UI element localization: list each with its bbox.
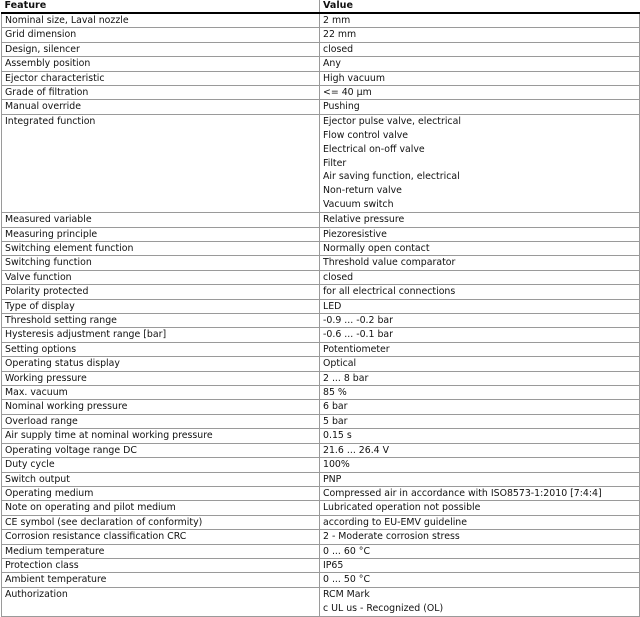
value-cell (320, 544, 640, 558)
value-cell (320, 371, 640, 385)
feature-cell: Operating voltage range DC (2, 443, 320, 457)
feature-cell: Grade of filtration (2, 86, 320, 100)
value-cell (320, 587, 640, 616)
value-line: Threshold value comparator (323, 257, 456, 269)
value-cell (320, 256, 640, 270)
value-cell (320, 100, 640, 114)
table-row (2, 486, 640, 500)
value-line: High vacuum (323, 72, 385, 84)
value-line: RCM Mark (323, 588, 370, 600)
value-line: 100% (323, 459, 350, 471)
value-cell (320, 42, 640, 56)
value-line: Normally open contact (323, 243, 430, 254)
value-line: Potentiometer (323, 343, 390, 355)
value-line: IP65 (323, 559, 344, 571)
value-line: closed (323, 271, 354, 283)
feature-cell: Duty cycle (2, 458, 320, 472)
value-line: Flow control valve (323, 129, 409, 141)
value-line: Lubricated operation not possible (323, 502, 481, 514)
value-cell (320, 458, 640, 472)
value-cell (320, 342, 640, 356)
table-row (2, 328, 640, 342)
table-row (2, 573, 640, 587)
value-cell (320, 227, 640, 241)
table-row (2, 558, 640, 572)
table-row (2, 472, 640, 486)
value-cell (320, 86, 640, 100)
table-row (2, 13, 640, 28)
feature-cell: Manual override (2, 100, 320, 114)
feature-cell: Grid dimension (2, 28, 320, 42)
table-row (2, 270, 640, 284)
table-row (2, 544, 640, 558)
feature-cell: Authorization (2, 587, 320, 616)
value-line: Electrical on-off valve (323, 143, 425, 155)
feature-cell: Type of display (2, 299, 320, 313)
value-cell (320, 501, 640, 515)
value-cell (320, 429, 640, 443)
feature-cell: CE symbol (see declaration of conformity) (2, 515, 320, 529)
feature-cell: Assembly position (2, 57, 320, 71)
value-line: Pushing (323, 101, 360, 113)
table-row (2, 256, 640, 270)
table-row (2, 57, 640, 71)
value-cell (320, 242, 640, 256)
value-cell (320, 270, 640, 284)
value-cell (320, 357, 640, 371)
feature-cell: Max. vacuum (2, 386, 320, 400)
value-line: 6 bar (323, 401, 348, 413)
feature-cell: Hysteresis adjustment range [bar] (2, 328, 320, 342)
feature-cell: Air supply time at nominal working pressure (2, 429, 320, 443)
table-row (2, 114, 640, 212)
table-row (2, 242, 640, 256)
table-row (2, 501, 640, 515)
value-line: 22 mm (323, 29, 357, 41)
feature-cell: Medium temperature (2, 544, 320, 558)
table-row (2, 314, 640, 328)
feature-cell: Switching function (2, 256, 320, 270)
table-row (2, 400, 640, 414)
table-row (2, 587, 640, 616)
feature-cell: Threshold setting range (2, 314, 320, 328)
value-line: 21.6 ... 26.4 V (323, 444, 390, 456)
value-cell (320, 314, 640, 328)
table-body (2, 13, 640, 616)
feature-cell: Operating status display (2, 357, 320, 371)
table-row (2, 357, 640, 371)
value-cell (320, 530, 640, 544)
value-line: Non-return valve (323, 185, 402, 197)
feature-cell: Nominal working pressure (2, 400, 320, 414)
feature-cell: Protection class (2, 558, 320, 572)
table-row (2, 100, 640, 114)
value-line: LED (323, 300, 342, 312)
table-row (2, 28, 640, 42)
feature-cell: Working pressure (2, 371, 320, 385)
value-line: Filter (323, 157, 347, 169)
value-cell (320, 558, 640, 572)
value-cell (320, 28, 640, 42)
value-cell (320, 573, 640, 587)
value-cell (320, 299, 640, 313)
value-line: Any (323, 58, 341, 70)
value-line: 2 mm (323, 15, 351, 26)
value-line: Ejector pulse valve, electrical (323, 115, 461, 127)
value-line: c UL us - Recognized (OL) (323, 602, 444, 614)
value-cell (320, 386, 640, 400)
value-line: Optical (323, 358, 357, 370)
value-cell (320, 515, 640, 529)
feature-cell: Corrosion resistance classification CRC (2, 530, 320, 544)
feature-cell: Operating medium (2, 486, 320, 500)
feature-cell: Polarity protected (2, 285, 320, 299)
value-line: Vacuum switch (323, 199, 394, 211)
feature-cell: Measured variable (2, 213, 320, 227)
table-row (2, 458, 640, 472)
feature-cell: Switch output (2, 472, 320, 486)
table-header-row (2, 0, 640, 13)
value-cell (320, 400, 640, 414)
feature-cell: Measuring principle (2, 227, 320, 241)
feature-cell: Ambient temperature (2, 573, 320, 587)
value-line: <= 40 µm (323, 87, 372, 99)
value-line: -0.9 ... -0.2 bar (323, 315, 394, 327)
value-cell (320, 13, 640, 28)
table-row (2, 414, 640, 428)
table-row (2, 227, 640, 241)
feature-cell: Integrated function (2, 114, 320, 212)
value-line: -0.6 ... -0.1 bar (323, 329, 394, 341)
feature-cell: Switching element function (2, 242, 320, 256)
table-row (2, 515, 640, 529)
value-line: 0.15 s (323, 430, 352, 442)
feature-cell: Ejector characteristic (2, 71, 320, 85)
feature-cell: Overload range (2, 414, 320, 428)
feature-cell: Setting options (2, 342, 320, 356)
table-row (2, 386, 640, 400)
table-row (2, 213, 640, 227)
table-row (2, 443, 640, 457)
value-cell (320, 443, 640, 457)
column-header-value: Value (320, 0, 640, 13)
table-row (2, 71, 640, 85)
value-line: Relative pressure (323, 214, 405, 226)
feature-cell: Note on operating and pilot medium (2, 501, 320, 515)
value-cell (320, 71, 640, 85)
table-row (2, 371, 640, 385)
value-cell (320, 285, 640, 299)
value-line: Compressed air in accordance with ISO8573-1:2010 [7:4:4] (323, 487, 602, 499)
value-line: 2 ... 8 bar (323, 372, 369, 384)
value-cell (320, 486, 640, 500)
table-row (2, 342, 640, 356)
value-cell (320, 328, 640, 342)
value-line: PNP (323, 473, 342, 485)
value-line: 0 ... 60 °C (323, 545, 371, 557)
value-cell (320, 414, 640, 428)
table-row (2, 429, 640, 443)
value-cell (320, 472, 640, 486)
feature-cell: Design, silencer (2, 42, 320, 56)
value-line: 85 % (323, 387, 347, 399)
value-cell (320, 114, 640, 212)
column-header-feature: Feature (2, 0, 320, 13)
feature-cell: Valve function (2, 270, 320, 284)
table-row (2, 86, 640, 100)
table-row (2, 42, 640, 56)
value-line: 2 - Moderate corrosion stress (323, 531, 460, 543)
value-line: 0 ... 50 °C (323, 574, 371, 586)
value-line: according to EU-EMV guideline (323, 516, 468, 528)
value-cell (320, 213, 640, 227)
value-line: 5 bar (323, 415, 348, 427)
value-line: closed (323, 43, 354, 55)
value-line: for all electrical connections (323, 286, 456, 298)
value-line: Piezoresistive (323, 228, 387, 240)
table-row (2, 299, 640, 313)
spec-table (1, 0, 640, 617)
value-cell (320, 57, 640, 71)
value-line: Air saving function, electrical (323, 171, 460, 183)
feature-cell: Nominal size, Laval nozzle (2, 13, 320, 28)
table-row (2, 285, 640, 299)
table-row (2, 530, 640, 544)
